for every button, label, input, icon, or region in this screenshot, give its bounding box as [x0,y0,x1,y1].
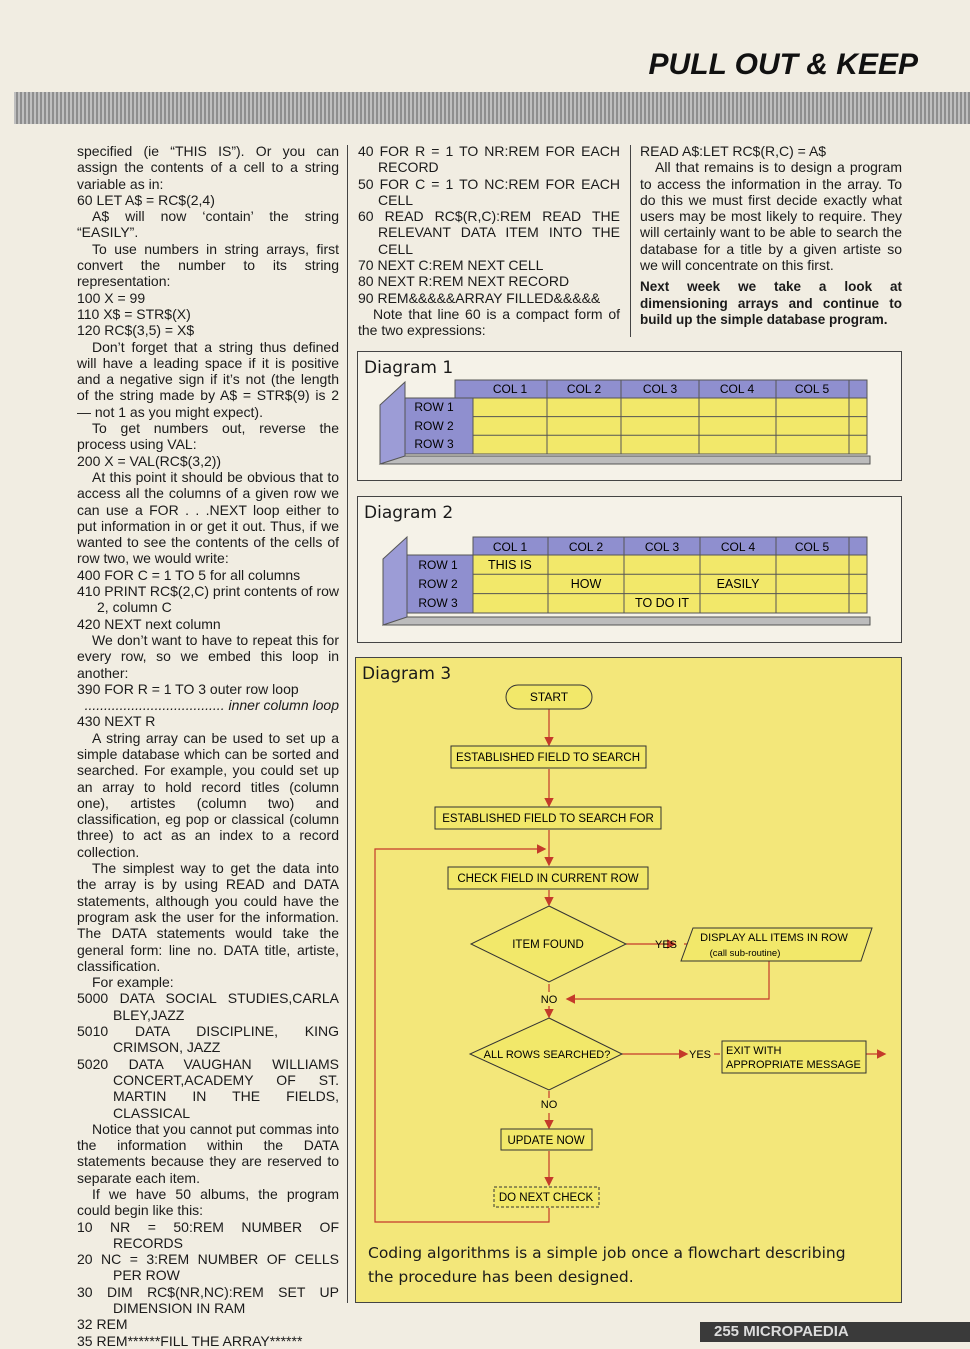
code-line: 200 X = VAL(RC$(3,2)) [77,452,222,469]
code-line: 60 READ RC$(R,C):REM READ THE RELEVANT DATA ITEM INTO THE CELL [358,208,620,257]
flow-exit [726,1045,781,1057]
flow-exit [726,1059,861,1071]
code-line: 430 NEXT R [77,713,156,730]
svg-text:DO NEXT CHECK: DO NEXT CHECK [498,1192,594,1204]
array-grid-svg [358,497,901,642]
cell-value [635,596,689,610]
paragraph: We don’t want to have to repeat this for every row, so we embed this loop in another: [77,631,339,681]
code-line: 420 NEXT next column [77,615,221,632]
col-label [569,540,604,554]
svg-text:ROW 1: ROW 1 [418,558,458,572]
svg-text:COL 3: COL 3 [642,382,678,396]
paragraph: specified (ie “THIS IS”). Or you can assign the contents of a cell to a string variable as in: [77,143,339,192]
svg-text:YES: YES [689,1049,712,1061]
diagram-1 [357,351,902,481]
flow-no [541,1099,558,1111]
svg-text:DISPLAY ALL ITEMS IN ROW: DISPLAY ALL ITEMS IN ROW [700,932,848,944]
svg-text:COL 5: COL 5 [794,382,830,396]
paragraph: If we have 50 albums, the program could begin like this: [77,1186,339,1219]
code-line: 90 REM&&&&&ARRAY FILLED&&&&& [358,289,601,306]
paragraph: For example: [92,974,174,991]
cell-value [717,577,761,591]
paragraph: A string array can be used to set up a simple database which can be sorted and searched. For example, you could set up an array to hold record titles (column one), artistes (column two) and classification, eg pop or classical (column three) to act as an index to a record collection. [77,729,339,860]
row-label [418,596,458,610]
svg-text:ROW 2: ROW 2 [414,419,454,433]
column-rule [630,145,631,337]
code-line: 120 RC$(3,5) = X$ [77,322,195,339]
flow-start [530,690,569,704]
flowchart-caption: Coding algorithms is a simple job once a flowchart describing the procedure has been designed. [368,1244,846,1286]
diagram-2 [357,496,902,643]
code-line: 50 FOR C = 1 TO NC:REM FOR EACH CELL [358,175,620,208]
code-line: 20 NC = 3:REM NUMBER OF CELLS PER ROW [77,1251,339,1284]
flow-output [700,932,848,944]
col-label [493,382,528,396]
next-week-note: Next week we take a look at dimensioning arrays and continue to build up the simple database program. [640,279,902,327]
cell-value [571,577,602,591]
code-line: 410 PRINT RC$(2,C) print contents of row 2, column C [77,583,339,616]
code-line: 110 X$ = STR$(X) [77,305,191,322]
code-line: 5010 DATA DISCIPLINE, KING CRIMSON, JAZZ [77,1023,339,1056]
svg-text:COL 5: COL 5 [794,540,830,554]
text-column-2 [358,143,620,339]
svg-text:ITEM FOUND: ITEM FOUND [512,939,584,951]
flow-yes [689,1049,711,1061]
code-line: 400 FOR C = 1 TO 5 for all columns [77,566,301,583]
flow-step [499,1192,594,1204]
flowchart-svg [356,658,901,1302]
svg-text:ESTABLISHED FIELD TO SEARCH FO: ESTABLISHED FIELD TO SEARCH FOR [442,813,654,825]
flow-decision [512,939,584,951]
paragraph: Don’t forget that a string thus defined will have a leading space if it is positive and a negative sign if it’s not (the length of the string made by A$ = STR$(9) is 2 — not 1 as you might expect). [77,338,339,420]
code-line: 5020 DATA VAUGHAN WILLIAMS CONCERT,ACADEMY OF ST. MARTIN IN THE FIELDS, CLASSICAL [77,1055,339,1121]
code-line: READ A$:LET RC$(R,C) = A$ [640,143,827,159]
text-column-1 [77,143,339,1349]
array-grid-svg [358,352,901,480]
col-label [720,382,755,396]
text-column-3 [640,143,902,328]
page-number: 255 MICROPAEDIA [714,1323,849,1340]
paragraph: Note that line 60 is a compact form of the two expressions: [358,305,620,339]
paragraph: The simplest way to get the data into the array is by using READ and DATA statements, although you could have the program ask the user for the information. The DATA statements would take the general form: line no. DATA title, artiste, classification. [77,860,339,974]
code-line: 80 NEXT R:REM NEXT RECORD [358,273,570,290]
col-label [567,382,602,396]
svg-text:HOW: HOW [570,577,602,591]
code-line: 70 NEXT C:REM NEXT CELL [358,257,544,274]
code-line: 60 LET A$ = RC$(2,4) [77,191,215,208]
svg-text:ESTABLISHED FIELD TO SEARCH: ESTABLISHED FIELD TO SEARCH [455,752,641,764]
row-label [414,437,454,451]
svg-text:START: START [529,690,569,704]
svg-text:ROW 2: ROW 2 [418,577,458,591]
paragraph: At this point it should be obvious that to access all the columns of a given row we can use a FOR . . .NEXT loop either to put information in or get it out. Thus, if we wanted to see the contents of the cells of row two, we would write: [77,468,339,567]
flow-no [541,994,558,1006]
col-label [645,540,680,554]
flow-step [457,873,638,885]
code-line: 32 REM [77,1316,128,1333]
svg-text:APPROPRIATE MESSAGE: APPROPRIATE MESSAGE [726,1059,861,1071]
col-label [721,540,756,554]
flow-yes [655,939,677,951]
diagram-title: Diagram 2 [364,503,454,523]
svg-text:EASILY: EASILY [716,577,760,591]
svg-text:NO: NO [540,1099,558,1111]
paragraph: To use numbers in string arrays, first convert the number to its string representation: [77,240,339,290]
paragraph: To get numbers out, reverse the process using VAL: [77,420,339,453]
diagram-title: Diagram 1 [364,358,454,378]
svg-text:ROW 1: ROW 1 [414,400,454,414]
col-label [493,540,528,554]
svg-text:COL 1: COL 1 [492,382,528,396]
col-label [795,540,830,554]
paragraph: All that remains is to design a program to access the information in the array. To do this we must first decide exactly what users may be most likely to require. They will certainly want to be able to search the database for a title by a given artiste so we will concentrate on this first. [640,159,902,274]
code-line: 5000 DATA SOCIAL STUDIES,CARLA BLEY,JAZZ [77,990,339,1023]
row-label [418,577,458,591]
code-line: 100 X = 99 [77,289,146,306]
svg-text:COL 1: COL 1 [492,540,528,554]
section-title: PULL OUT & KEEP [648,48,918,81]
flow-step [442,813,654,825]
code-line: 40 FOR R = 1 TO NR:REM FOR EACH RECORD [358,143,620,176]
paragraph: Notice that you cannot put commas into the information within the DATA statements because they are reserved to separate each item. [77,1120,339,1186]
col-label [795,382,830,396]
svg-text:ROW 3: ROW 3 [414,437,454,451]
row-label [414,400,454,414]
row-label [414,419,454,433]
svg-text:COL 2: COL 2 [568,540,604,554]
svg-text:EXIT WITH: EXIT WITH [726,1045,782,1057]
svg-text:ROW 3: ROW 3 [418,596,458,610]
code-line: .................................... inner column loop [84,697,339,714]
svg-text:COL 4: COL 4 [719,382,755,396]
cell-value [488,558,532,572]
svg-text:COL 2: COL 2 [566,382,602,396]
code-line: 10 NR = 50:REM NUMBER OF RECORDS [77,1218,339,1251]
svg-text:ALL ROWS SEARCHED?: ALL ROWS SEARCHED? [483,1049,611,1061]
header-band [14,92,970,124]
paragraph: A$ will now ‘contain’ the string “EASILY”. [77,208,339,241]
column-rule [347,145,348,1303]
svg-text:TO DO IT: TO DO IT [635,596,689,610]
row-label [418,558,458,572]
footer-bar [700,1322,970,1342]
code-line: 30 DIM RC$(NR,NC):REM SET UP DIMENSION IN RAM [77,1283,339,1317]
flow-step [507,1135,584,1147]
code-line: 390 FOR R = 1 TO 3 outer row loop [77,680,299,697]
svg-text:(call sub-routine): (call sub-routine) [709,948,781,959]
svg-text:UPDATE NOW: UPDATE NOW [507,1135,585,1147]
svg-text:NO: NO [540,994,558,1006]
diagram-title: Diagram 3 [362,664,452,684]
svg-text:THIS IS: THIS IS [488,558,532,572]
svg-text:CHECK FIELD IN CURRENT ROW: CHECK FIELD IN CURRENT ROW [457,873,639,885]
flow-output [710,948,781,959]
svg-text:YES: YES [655,939,678,951]
svg-text:COL 3: COL 3 [644,540,680,554]
code-line: 35 REM******FILL THE ARRAY****** [77,1332,303,1349]
svg-text:COL 4: COL 4 [720,540,756,554]
flow-decision [484,1049,611,1061]
flow-step [456,752,640,764]
diagram-3 [355,657,902,1303]
col-label [643,382,678,396]
